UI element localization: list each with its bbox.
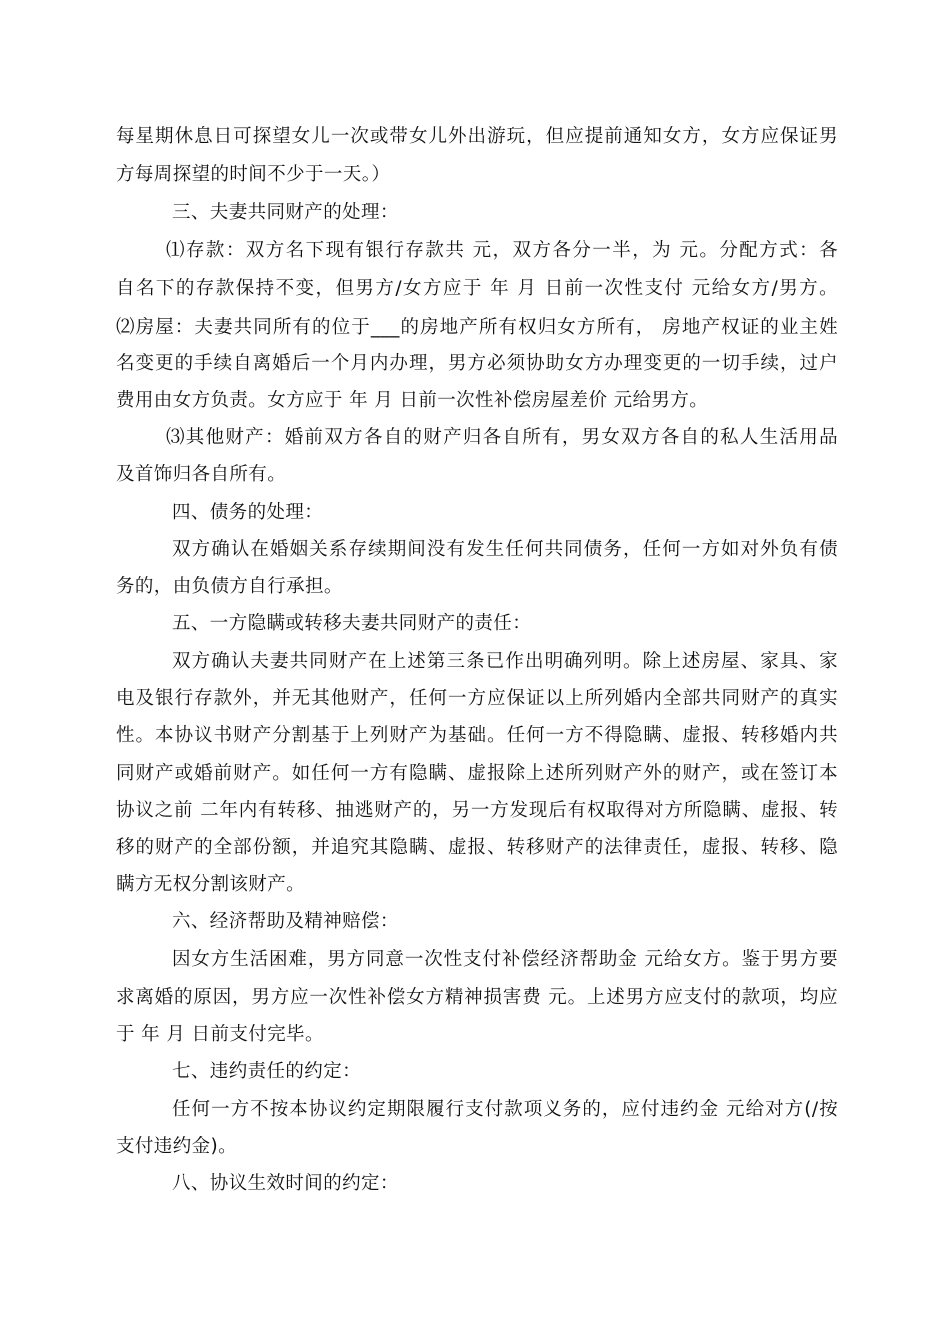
paragraph-line: 及首饰归各自所有。 xyxy=(116,464,287,485)
paragraph-line: 方每周探望的时间不少于一天。） xyxy=(116,164,391,185)
paragraph-line: 于 年 月 日前支付完毕。 xyxy=(116,1024,324,1045)
section-heading: 三、夫妻共同财产的处理： xyxy=(172,202,399,223)
paragraph-line: 自名下的存款保持不变，但男方/女方应于 年 月 日前一次性支付 元给女方/男方。 xyxy=(116,278,838,299)
paragraph-line: 移的财产的全部份额，并追究其隐瞒、虚报、转移财产的法律责任，虚报、转移、隐 xyxy=(116,837,838,858)
paragraph-line: ⑴存款：双方名下现有银行存款共 元，双方各分一半，为 元。分配方式：各 xyxy=(166,240,838,261)
paragraph-line: 求离婚的原因，男方应一次性补偿女方精神损害费 元。上述男方应支付的款项，均应 xyxy=(116,987,838,1008)
paragraph-line: 同财产或婚前财产。如任何一方有隐瞒、虚报除上述所列财产外的财产，或在签订本 xyxy=(116,763,838,784)
paragraph-line: 费用由女方负责。女方应于 年 月 日前一次性补偿房屋差价 元给男方。 xyxy=(116,390,709,411)
paragraph-line: 性。本协议书财产分割基于上列财产为基础。任何一方不得隐瞒、虚报、转移婚内共 xyxy=(116,725,838,746)
paragraph-line: ⑵房屋：夫妻共同所有的位于___的房地产所有权归女方所有， 房地产权证的业主姓 xyxy=(116,317,838,338)
paragraph-line: 名变更的手续自离婚后一个月内办理，男方必须协助女方办理变更的一切手续，过户 xyxy=(116,353,838,374)
paragraph-line: 双方确认夫妻共同财产在上述第三条已作出明确列明。除上述房屋、家具、家 xyxy=(172,651,838,672)
section-heading: 四、债务的处理： xyxy=(172,502,324,523)
section-heading: 六、经济帮助及精神赔偿： xyxy=(172,911,399,932)
paragraph-line: 双方确认在婚姻关系存续期间没有发生任何共同债务，任何一方如对外负有债 xyxy=(172,539,838,560)
paragraph-line: 任何一方不按本协议约定期限履行支付款项义务的，应付违约金 元给对方(/按 xyxy=(172,1099,838,1120)
paragraph-line: 电及银行存款外，并无其他财产，任何一方应保证以上所列婚内全部共同财产的真实 xyxy=(116,688,838,709)
paragraph-line: 协议之前 二年内有转移、抽逃财产的，另一方发现后有权取得对方所隐瞒、虚报、转 xyxy=(116,800,838,821)
section-heading: 八、协议生效时间的约定： xyxy=(172,1173,399,1194)
paragraph-line: 务的，由负债方自行承担。 xyxy=(116,576,343,597)
paragraph-line: 因女方生活困难，男方同意一次性支付补偿经济帮助金 元给女方。鉴于男方要 xyxy=(172,949,838,970)
paragraph-line: 支付违约金)。 xyxy=(116,1136,238,1157)
section-heading: 七、违约责任的约定： xyxy=(172,1061,362,1082)
paragraph-line: 每星期休息日可探望女儿一次或带女儿外出游玩，但应提前通知女方，女方应保证男 xyxy=(116,126,838,147)
section-heading: 五、一方隐瞒或转移夫妻共同财产的责任： xyxy=(172,613,532,634)
paragraph-line: 瞒方无权分割该财产。 xyxy=(116,874,306,895)
paragraph-line: ⑶其他财产：婚前双方各自的财产归各自所有，男女双方各自的私人生活用品 xyxy=(166,427,838,448)
